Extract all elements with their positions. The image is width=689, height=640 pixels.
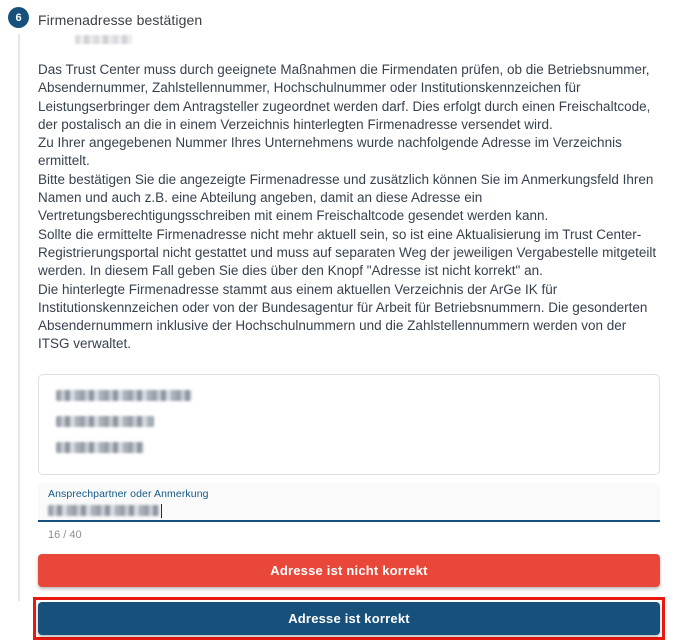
stepper-connector-line [18, 34, 20, 601]
contact-remark-label: Ansprechpartner oder Anmerkung [48, 487, 209, 500]
intro-paragraph: Bitte bestätigen Sie die angezeigte Firmenadresse und zusätzlich können Sie im Anmerkungsfeld Ihren Namen und auch z.B. eine Abteilung angeben, damit an diese Adresse ein Vertretungsberechtigungsschreiben mit einem Freischaltcode gesendet werden kann. [38, 171, 654, 224]
intro-paragraph: Zu Ihrer angegebenen Nummer Ihres Unternehmens wurde nachfolgende Adresse im Verzeichnis ermittelt. [38, 135, 622, 169]
page-title: Firmenadresse bestätigen [38, 12, 203, 28]
redacted-street-line [56, 416, 154, 427]
text-cursor [161, 504, 162, 518]
redacted-subtitle [75, 35, 132, 44]
char-counter: 16 / 40 [48, 528, 82, 541]
contact-remark-value-row [48, 504, 660, 518]
intro-paragraph: Das Trust Center muss durch geeignete Maßnahmen die Firmendaten prüfen, ob die Betriebsnummer, Absendernummer, Zahlstellennummer, Hochschulnummer oder Institutionskennzeichen für Leistungserbringer dem Antragsteller zugeordnet werden darf. Dies erfolgt durch einen Freischaltcode, der postalisch an die in einem Verzeichnis hinterlegten Firmenadresse versendet wird. [38, 62, 651, 132]
company-address-box [38, 374, 660, 475]
redacted-company-name [56, 390, 192, 401]
redacted-field-value [48, 505, 160, 516]
address-incorrect-button[interactable]: Adresse ist nicht korrekt [38, 554, 660, 587]
intro-text [38, 61, 660, 354]
step-number: 6 [15, 11, 22, 24]
address-correct-button[interactable]: Adresse ist korrekt [38, 602, 660, 635]
redacted-city-line [56, 442, 144, 453]
contact-remark-field[interactable] [38, 483, 660, 522]
step-number-badge [8, 7, 29, 28]
step-content [38, 12, 660, 640]
intro-paragraph: Sollte die ermittelte Firmenadresse nicht mehr aktuell sein, so ist eine Aktualisierung im Trust Center-Registrierungsportal nicht gestattet und muss auf separaten Weg der jeweiligen Vergabestelle mitgeteilt werden. In diesem Fall geben Sie dies über den Knopf "Adresse ist nicht korrekt" an. [38, 226, 657, 279]
intro-paragraph: Die hinterlegte Firmenadresse stammt aus einem aktuellen Verzeichnis der ArGe IK für Institutionskennzeichen oder von der Bundesagentur für Arbeit für Betriebsnummern. Die gesonderten Absendernummern inklusive der Hochschulnummern und die Zahlstellennummern werden von der ITSG verwaltet. [38, 281, 648, 352]
highlight-annotation-box [33, 597, 665, 640]
